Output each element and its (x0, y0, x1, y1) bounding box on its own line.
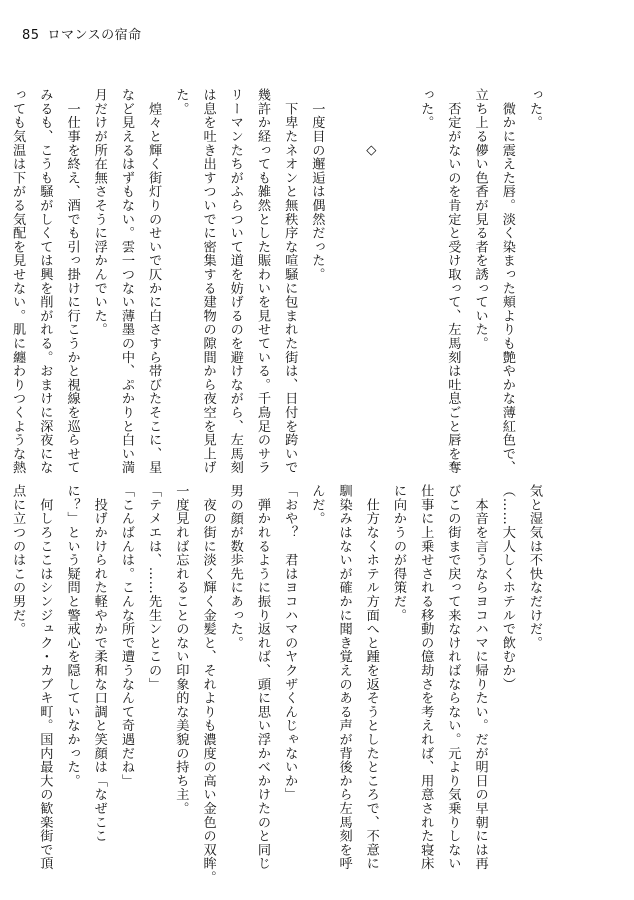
text-column: に？」という疑問と警戒心を隠していなかった。 (64, 484, 80, 788)
text-column: 弾かれるように振り返れば、頭に思い浮かべかけたのと同じ (254, 484, 270, 871)
text-column: んだ。 (309, 484, 325, 526)
text-column: に向かうのが得策だ。 (390, 484, 406, 622)
text-column: っても気温は下がる気配を見せない。肌に纏わりつくような熱 (10, 88, 26, 475)
text-column: 幾許か経っても雑然とした賑わいを見せている。千鳥足のサラ (254, 88, 270, 475)
text-column: 気と湿気は不快なだけだ。 (527, 484, 542, 650)
page-number: 85 (22, 28, 40, 43)
text-column: 下卑たネオンと無秩序な喧騒に包まれた街は、日付を跨いで (282, 88, 298, 475)
text-column: 馴染みはないが確かに聞き覚えのある声が背後から左馬刻を呼 (336, 484, 352, 871)
text-column: 一仕事を終え、酒でも引っ掛けに行こうかと視線を巡らせて (64, 88, 80, 475)
text-column: た。 (173, 88, 189, 116)
text-column: 一度目の邂逅は偶然だった。 (309, 88, 325, 282)
text-column: 煌々と輝く街灯りのせいで仄かに白さすら帯びたそこに、星 (146, 88, 162, 475)
text-column: 男の顔が数歩先にあった。 (227, 484, 243, 650)
text-column: 立ち上る儚い色香が見る者を誘っていた。 (472, 88, 488, 351)
text-column: リーマンたちがふらついて道を妨げるのを避けながら、左馬刻 (227, 88, 243, 475)
text-column: みるも、こうも騒がしくては興を削がれる。おまけに深夜にな (37, 88, 53, 475)
text-column: びこの街まで戻って来なければならない。元より気乗りしない (445, 484, 461, 871)
text-column: った。 (527, 88, 542, 130)
lower-text-block (10, 484, 548, 885)
text-column: 何しろここはシンジュク・カブキ町。国内最大の歓楽街で頂 (37, 484, 53, 871)
text-column: （……大人しくホテルで飲むか） (499, 484, 515, 691)
page-header (22, 24, 142, 43)
text-column: 本音を言うならヨコハマに帰りたい。だが明日の早朝には再 (472, 484, 488, 871)
upper-text-block (10, 88, 548, 475)
text-column: 「テメエは、……先生ンとこの」 (146, 484, 162, 691)
text-column: 「こんばんは。こんな所で遭うなんて奇遇だね」 (118, 484, 134, 788)
text-column: 仕方なくホテル方面へと踵を返そうとしたところで、不意に (363, 484, 379, 871)
text-column (385, 88, 412, 463)
text-column: 否定がないのを肯定と受け取って、左馬刻は吐息ごと唇を奪 (445, 88, 461, 475)
text-column (0, 484, 4, 862)
text-column (330, 88, 357, 463)
text-column: 「おや？ 君はヨコハマのヤクザくんじゃないか」 (282, 484, 298, 802)
text-column: 一度見れば忘れることのない印象的な美貌の持ち主。 (173, 484, 189, 816)
text-column: 仕事に上乗せされる移動の億劫さを考えれば、用意された寝床 (418, 484, 434, 871)
text-column: など見えるはずもない。雲一つない薄墨の中、ぷかりと白い満 (118, 88, 134, 475)
text-column: 投げかけられた軽やかで柔和な口調と笑顔は「なぜここ (91, 484, 107, 843)
text-column: 月だけが所在無さそうに浮かんでいた。 (91, 88, 107, 337)
text-column: 点に立つのはこの男だ。 (10, 484, 26, 636)
text-column: 微かに震えた唇。淡く染まった頬よりも艶やかな薄紅色で、 (499, 88, 515, 475)
chapter-title: ロマンスの宿命 (47, 28, 142, 43)
text-column: ◇ (363, 88, 379, 159)
text-column: 夜の街に淡く輝く金髪と、それよりも濃度の高い金色の双眸。 (200, 484, 216, 885)
text-column: は息を吐き出すついでに密集する建物の隙間から夜空を見上げ (200, 88, 216, 475)
text-column: った。 (418, 88, 434, 130)
